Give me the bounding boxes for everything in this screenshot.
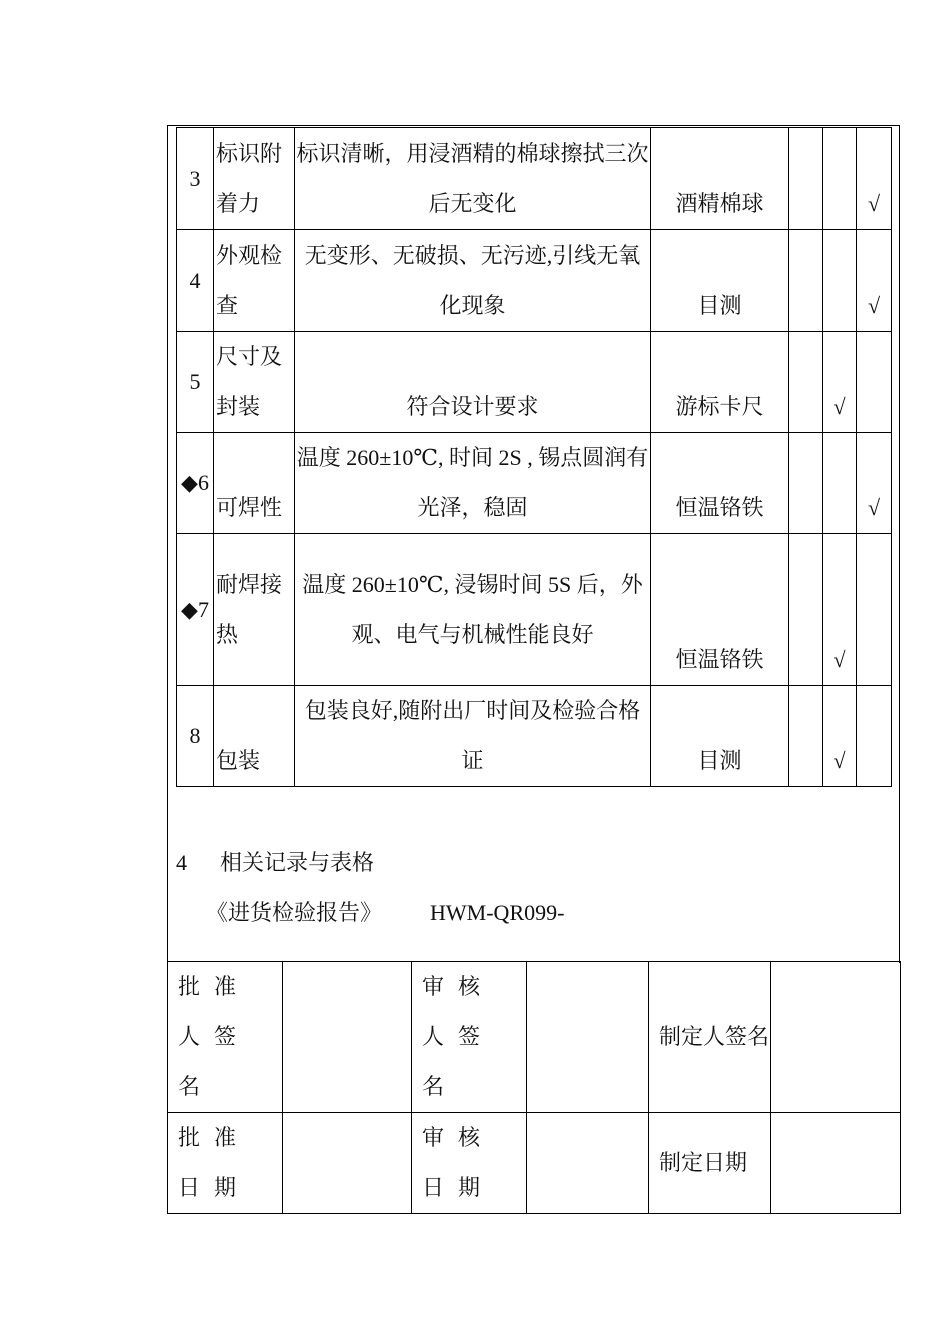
table-row (177, 230, 892, 332)
check-cell (789, 230, 823, 332)
check-cell (823, 433, 857, 534)
signature-table (167, 961, 901, 1214)
check-cell (857, 534, 892, 686)
inspection-requirement: 标识清晰，用浸酒精的棉球擦拭三次后无变化 (295, 128, 651, 230)
signature-row (168, 962, 901, 1113)
inspection-item: 外观检查 (214, 230, 295, 332)
check-cell (789, 332, 823, 433)
author-sign-field[interactable] (771, 962, 901, 1113)
inspection-requirement: 温度 260±10℃, 时间 2S , 锡点圆润有光泽，稳固 (295, 433, 651, 534)
row-number: ◆7 (177, 534, 214, 686)
check-cell (789, 433, 823, 534)
check-cell: √ (857, 433, 892, 534)
section-number: 4 (176, 850, 187, 875)
inspection-requirement: 符合设计要求 (295, 332, 651, 433)
author-date-field[interactable] (771, 1113, 901, 1214)
check-cell: √ (823, 686, 857, 787)
section-title: 相关记录与表格 (220, 850, 375, 875)
date-row (168, 1113, 901, 1214)
inspection-tool: 游标卡尺 (651, 332, 789, 433)
approver-sign-label: 批准人签名 (168, 962, 283, 1113)
approver-sign-field[interactable] (283, 962, 412, 1113)
check-cell (857, 332, 892, 433)
inspection-table (176, 127, 892, 787)
inspection-requirement: 温度 260±10℃, 浸锡时间 5S 后，外观、电气与机械性能良好 (295, 534, 651, 686)
record-reference (206, 888, 564, 938)
row-number: 3 (177, 128, 214, 230)
inspection-item: 标识附着力 (214, 128, 295, 230)
check-cell (823, 230, 857, 332)
check-cell: √ (857, 230, 892, 332)
author-sign-label: 制定人签名 (649, 962, 771, 1113)
table-row (177, 128, 892, 230)
check-cell: √ (857, 128, 892, 230)
inspection-tool: 目测 (651, 686, 789, 787)
row-number: 8 (177, 686, 214, 787)
inspection-item: 可焊性 (214, 433, 295, 534)
table-row (177, 433, 892, 534)
check-cell (823, 128, 857, 230)
table-row (177, 534, 892, 686)
table-row (177, 686, 892, 787)
row-number: ◆6 (177, 433, 214, 534)
row-number: 5 (177, 332, 214, 433)
section-heading (176, 838, 374, 888)
inspection-requirement: 无变形、无破损、无污迹,引线无氧化现象 (295, 230, 651, 332)
check-cell: √ (823, 534, 857, 686)
inspection-requirement: 包装良好,随附出厂时间及检验合格证 (295, 686, 651, 787)
inspection-tool: 恒温铬铁 (651, 433, 789, 534)
record-code: HWM-QR099- (430, 900, 565, 925)
review-date-field[interactable] (527, 1113, 649, 1214)
author-date-label: 制定日期 (649, 1113, 771, 1214)
check-cell: √ (823, 332, 857, 433)
reviewer-sign-field[interactable] (527, 962, 649, 1113)
inspection-item: 耐焊接热 (214, 534, 295, 686)
inspection-tool: 酒精棉球 (651, 128, 789, 230)
reviewer-sign-label: 审核人签名 (412, 962, 527, 1113)
inspection-item: 包装 (214, 686, 295, 787)
check-cell (789, 686, 823, 787)
review-date-label: 审核日期 (412, 1113, 527, 1214)
inspection-item: 尺寸及封装 (214, 332, 295, 433)
check-cell (789, 534, 823, 686)
record-name: 《进货检验报告》 (206, 900, 383, 925)
inspection-tool: 目测 (651, 230, 789, 332)
inspection-tool: 恒温铬铁 (651, 534, 789, 686)
check-cell (789, 128, 823, 230)
row-number: 4 (177, 230, 214, 332)
table-row (177, 332, 892, 433)
approve-date-label: 批准日期 (168, 1113, 283, 1214)
approve-date-field[interactable] (283, 1113, 412, 1214)
check-cell (857, 686, 892, 787)
